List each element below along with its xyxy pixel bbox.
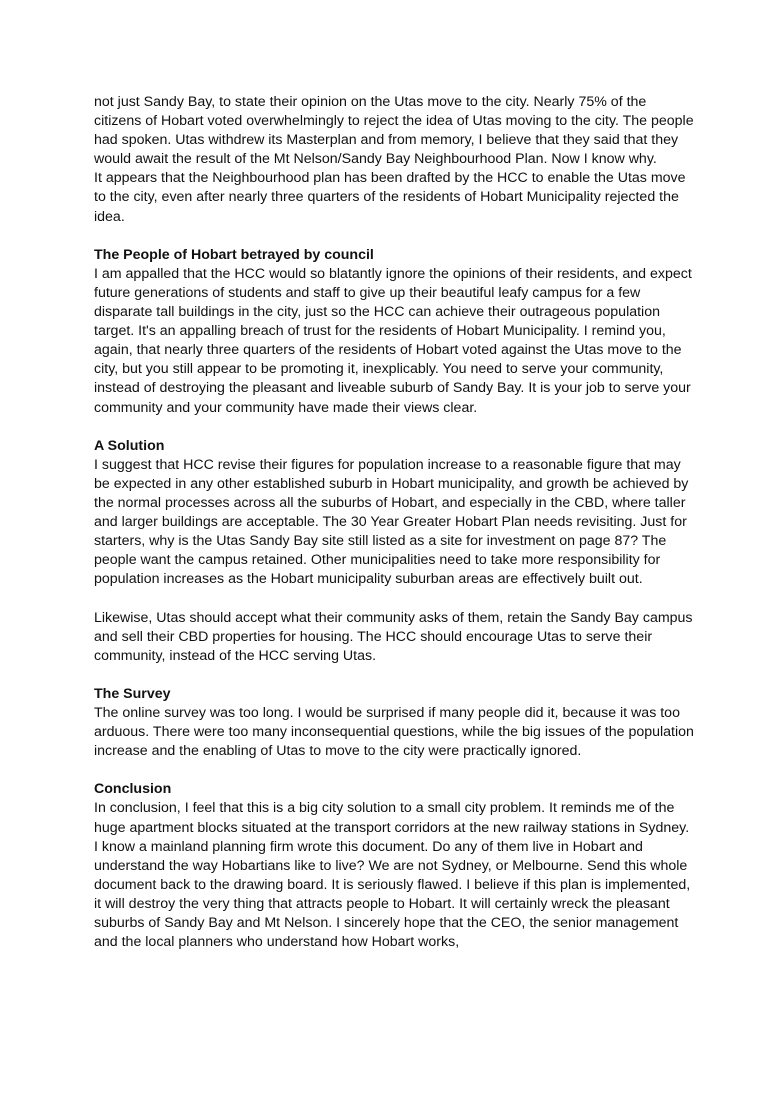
spacer [94,589,694,608]
solution-heading: A Solution [94,437,165,454]
spacer [94,761,694,780]
solution-paragraph-2: Likewise, Utas should accept what their community asks of them, retain the Sandy Bay campus and sell their CBD properties for housing. The HCC should encourage Utas to serve their community, instead of the HCC serving Utas. [94,609,693,664]
conclusion-heading: Conclusion [94,781,172,798]
betrayed-heading: The People of Hobart betrayed by council [94,246,374,263]
survey-section [94,685,694,761]
document-page [94,93,694,952]
intro-section [94,93,694,227]
intro-paragraph-2: It appears that the Neighbourhood plan has been drafted by the HCC to enable the Utas move to the city, even after nearly three quarters of the residents of Hobart Municipality rejected the idea. [94,170,686,225]
betrayed-paragraph: I am appalled that the HCC would so blatantly ignore the opinions of their residents, and expect future generations of students and staff to give up their beautiful leafy campus for a few disparate tall buildings in the city, just so the HCC can achieve their outrageous population target. It's an appalling breach of trust for the residents of Hobart Municipality. I remind you, again, that nearly three quarters of the residents of Hobart voted against the Utas move to the city, but you still appear to be promoting it, inexplicably. You need to serve your community, instead of destroying the pleasant and liveable suburb of Sandy Bay. It is your job to serve your community and your community have made their views clear. [94,265,692,416]
survey-paragraph: The online survey was too long. I would be surprised if many people did it, because it was too arduous. There were too many inconsequential questions, while the big issues of the population increase and the enabling of Utas to move to the city were practically ignored. [94,705,694,760]
spacer [94,666,694,685]
conclusion-section [94,780,694,952]
spacer [94,418,694,437]
solution-paragraph-1: I suggest that HCC revise their figures for population increase to a reasonable figure that may be expected in any other established suburb in Hobart municipality, and growth be achieved by the normal processes across all the suburbs of Hobart, and especially in the CBD, where taller and larger buildings are acceptable. The 30 Year Greater Hobart Plan needs revisiting. Just for starters, why is the Utas Sandy Bay site still listed as a site for investment on page 87? The people want the campus retained. Other municipalities need to take more responsibility for population increases as the Hobart municipality suburban areas are effectively built out. [94,456,689,588]
solution-section [94,437,694,666]
conclusion-paragraph: In conclusion, I feel that this is a big city solution to a small city problem. It reminds me of the huge apartment blocks situated at the transport corridors at the new railway stations in Sydney. I know a mainland planning firm wrote this document. Do any of them live in Hobart and understand the way Hobartians like to live? We are not Sydney, or Melbourne. Send this whole document back to the drawing board. It is seriously flawed. I believe if this plan is implemented, it will destroy the very thing that attracts people to Hobart. It will certainly wreck the pleasant suburbs of Sandy Bay and Mt Nelson. I sincerely hope that the CEO, the senior management and the local planners who understand how Hobart works, [94,800,691,951]
betrayed-section [94,246,694,418]
survey-heading: The Survey [94,685,171,702]
spacer [94,227,694,246]
intro-paragraph-1: not just Sandy Bay, to state their opinion on the Utas move to the city. Nearly 75% of the citizens of Hobart voted overwhelmingly to reject the idea of Utas moving to the city. The people had spoken. Utas withdrew its Masterplan and from memory, I believe that they said that they would await the result of the Mt Nelson/Sandy Bay Neighbourhood Plan. Now I know why. [94,94,694,168]
